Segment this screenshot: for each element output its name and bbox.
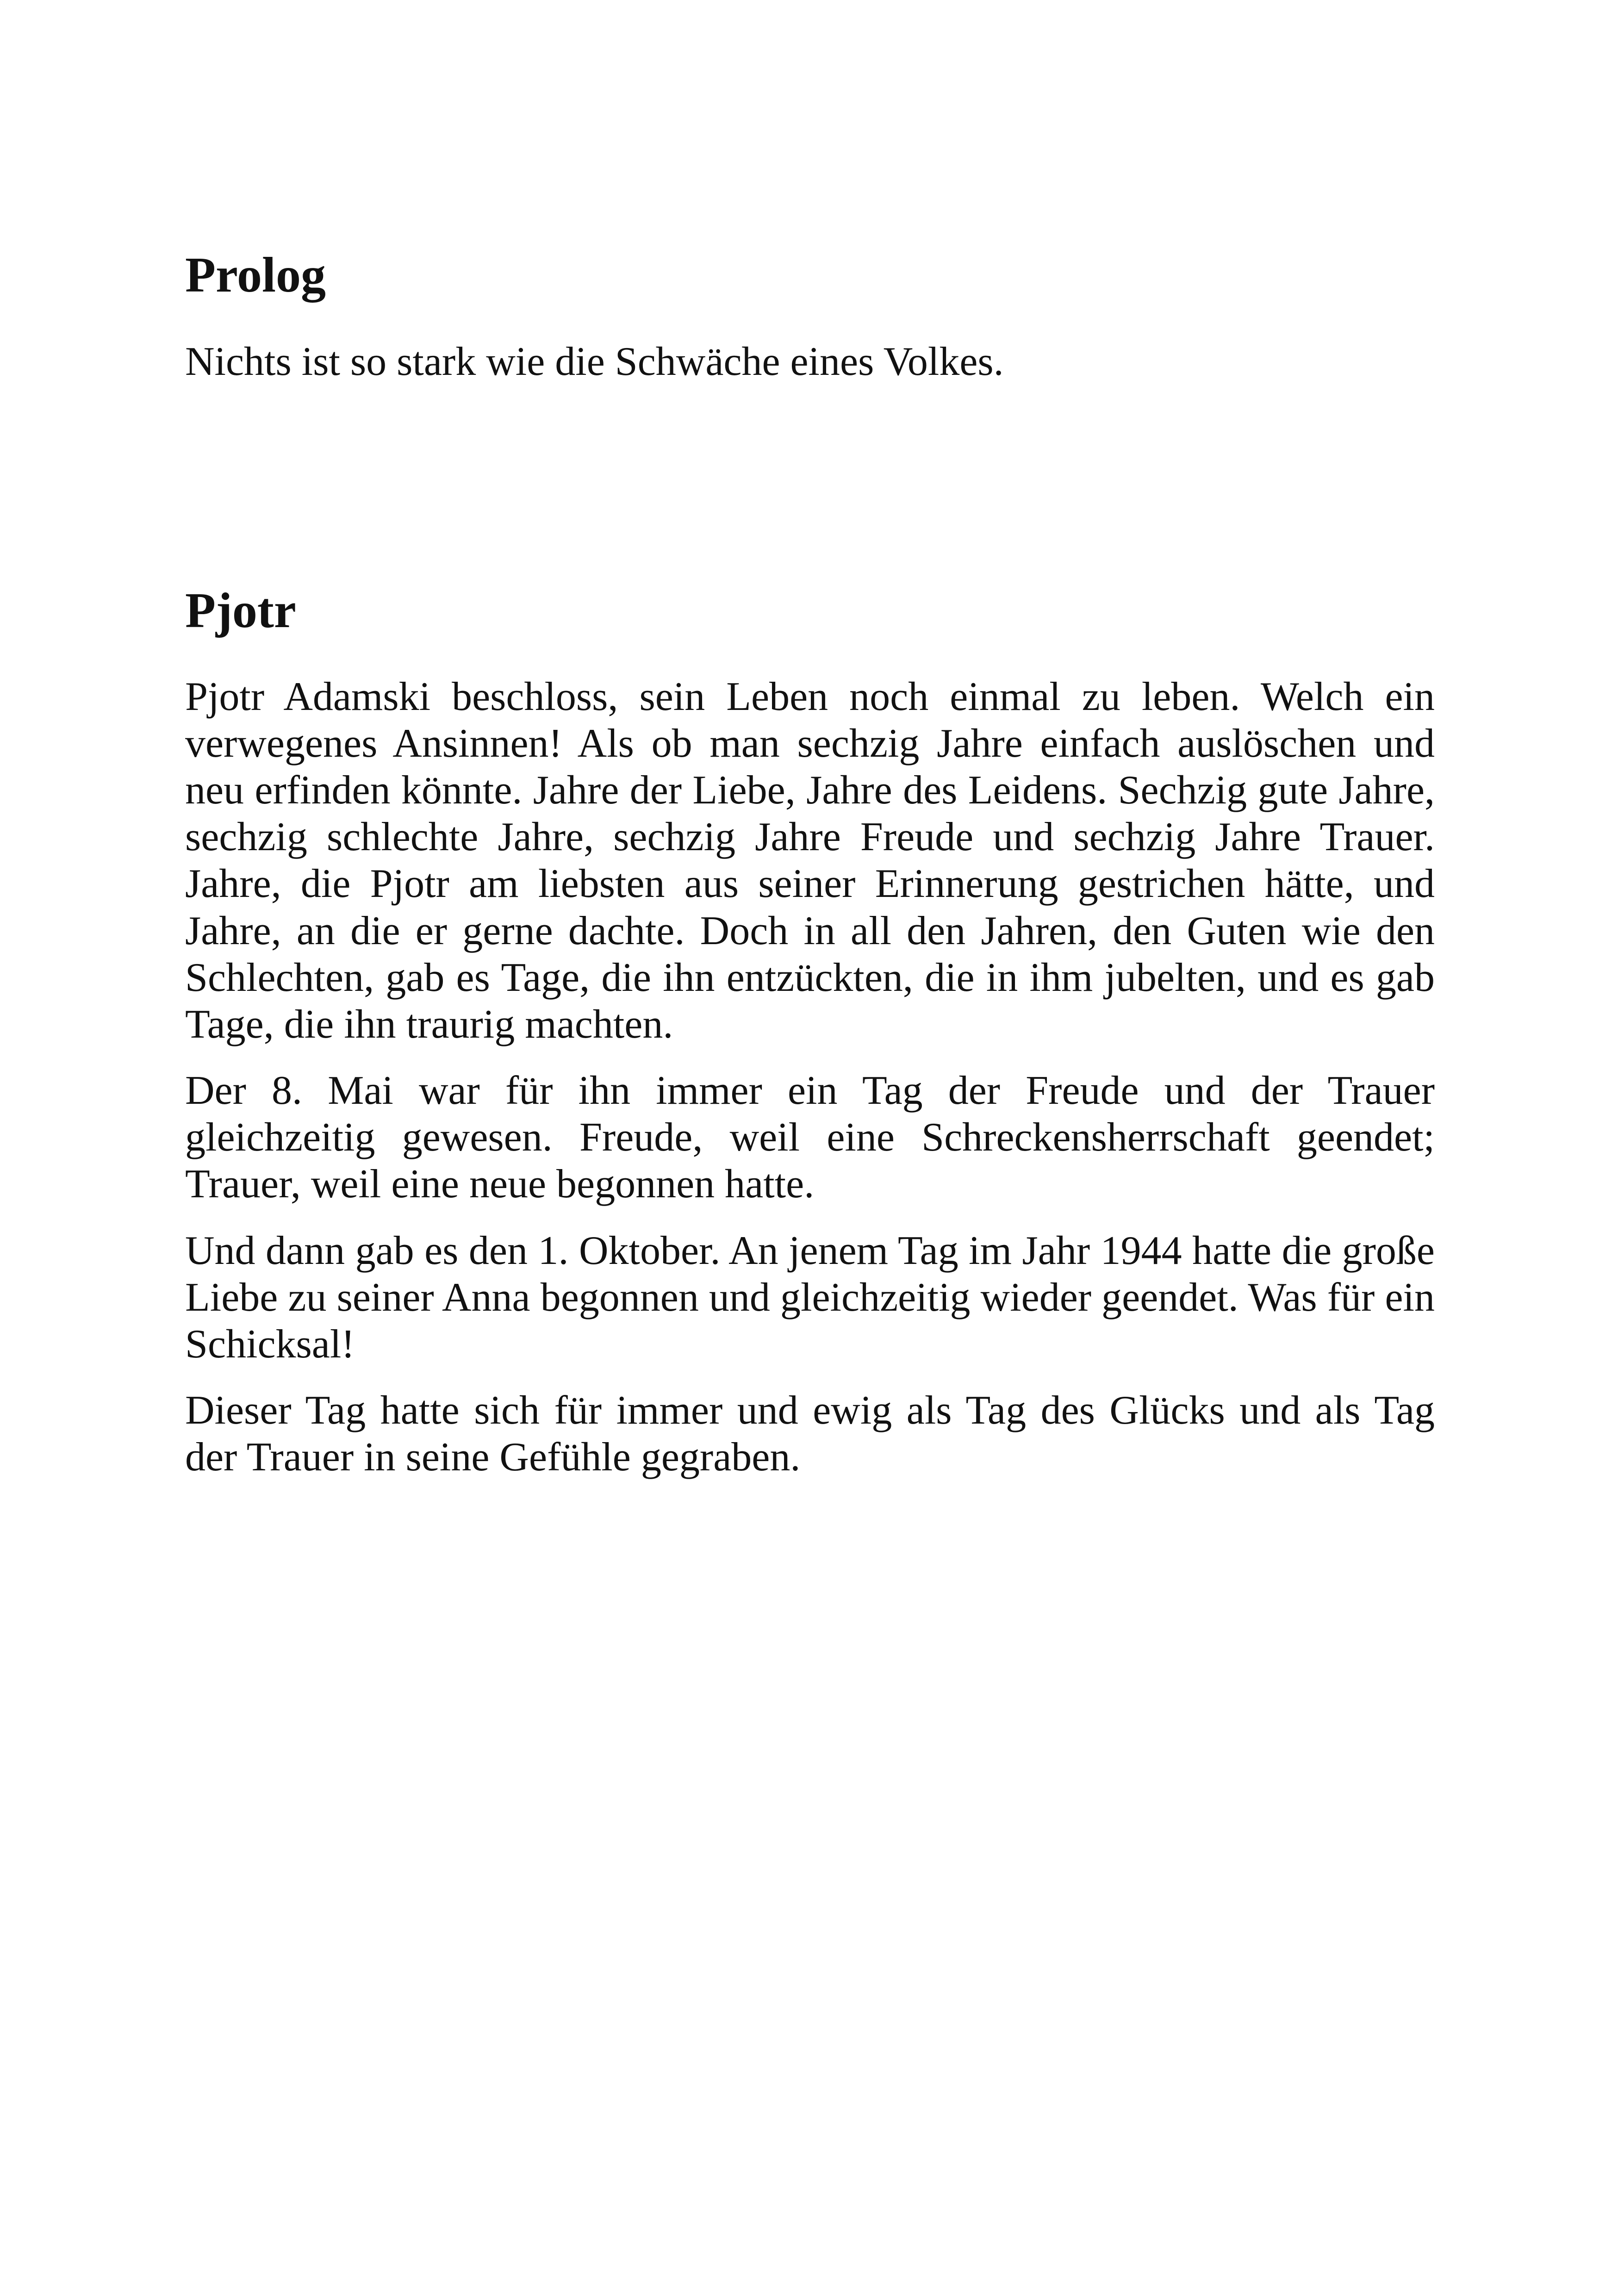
pjotr-section bbox=[185, 581, 1435, 1481]
prolog-section bbox=[185, 245, 1435, 386]
prolog-text: Nichts ist so stark wie die Schwäche eines Volkes. bbox=[185, 339, 1004, 384]
prolog-heading: Prolog bbox=[185, 248, 326, 303]
paragraph-1: Pjotr Adamski beschloss, sein Leben noch einmal zu leben. Welch ein verwegenes Ansinnen! Als ob man sechzig Jahre einfach auslöschen und neu erfinden könnte. Jahre der Liebe, Jahre des Leidens. Sechzig gute Jahre, sechzig schlechte Jahre, sechzig Jahre Freude und sechzig Jahre Trauer. Jahre, die Pjotr am liebsten aus seiner Erinnerung gestrichen hätte, und Jahre, an die er gerne dachte. Doch in all den Jahren, den Guten wie den Schlechten, gab es Tage, die ihn entzückten, die in ihm jubelten, und es gab Tage, die ihn traurig machten. bbox=[185, 674, 1435, 1047]
pjotr-heading: Pjotr bbox=[185, 583, 296, 638]
paragraph-2: Der 8. Mai war für ihn immer ein Tag der Freude und der Trauer gleichzeitig gewesen. Freude, weil eine Schreckensherrschaft geendet; Trauer, weil eine neue begonnen hatte. bbox=[185, 1068, 1435, 1207]
paragraph-4: Dieser Tag hatte sich für immer und ewig als Tag des Glücks und als Tag der Trauer in seine Gefühle gegraben. bbox=[185, 1388, 1435, 1480]
paragraph-3: Und dann gab es den 1. Oktober. An jenem Tag im Jahr 1944 hatte die große Liebe zu seiner Anna begonnen und gleichzeitig wieder geendet. Was für ein Schicksal! bbox=[185, 1228, 1435, 1367]
